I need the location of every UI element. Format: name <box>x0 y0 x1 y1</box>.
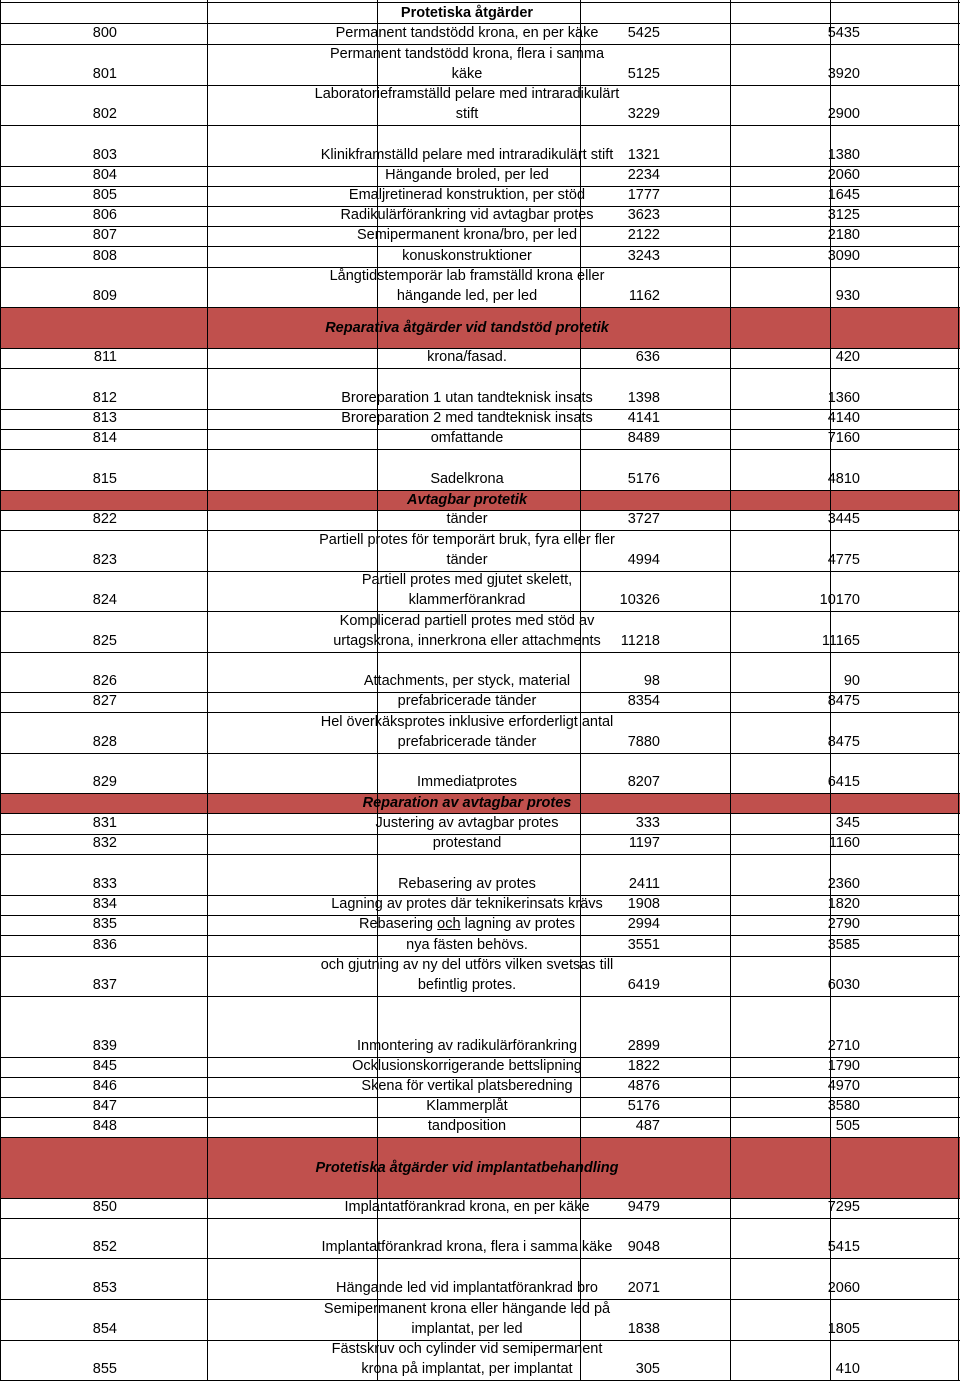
description-line: Permanent tandstödd krona, en per käke <box>335 25 599 41</box>
row-price-2: 4810 <box>827 471 860 487</box>
row-code: 822 <box>92 511 117 527</box>
section-header: Reparation av avtagbar protes <box>362 795 572 811</box>
description-line: krona på implantat, per implantat <box>361 1361 573 1377</box>
row-price-2: 1380 <box>827 147 860 163</box>
row-price-2: 3585 <box>827 937 860 953</box>
row-price-2: 7295 <box>827 1199 860 1215</box>
description-fragment: Rebasering <box>358 916 438 932</box>
description-line: Fästskruv och cylinder vid semipermanent <box>331 1341 603 1357</box>
row-price-1: 11218 <box>620 633 660 649</box>
row-price-1: 98 <box>643 673 660 689</box>
row-code: 811 <box>93 349 117 365</box>
row-code: 835 <box>92 916 117 932</box>
description-line: omfattande <box>430 430 504 446</box>
row-price-2: 3445 <box>827 511 860 527</box>
description-line: tänder <box>446 552 488 568</box>
row-price-2: 1790 <box>827 1058 860 1074</box>
row-price-2: 6415 <box>827 774 860 790</box>
row-price-2: 930 <box>835 288 860 304</box>
row-code: 815 <box>92 471 117 487</box>
row-price-2: 1360 <box>827 390 860 406</box>
row-price-1: 2899 <box>627 1038 660 1054</box>
row-code: 813 <box>92 410 117 426</box>
underlined-word: och <box>437 916 461 932</box>
row-price-2: 410 <box>835 1361 860 1377</box>
row-price-1: 9479 <box>627 1199 660 1215</box>
row-price-1: 2071 <box>627 1280 660 1296</box>
row-price-1: 1822 <box>627 1058 660 1074</box>
row-price-2: 8475 <box>827 693 860 709</box>
description-line: Inmontering av radikulärförankring <box>356 1038 578 1054</box>
row-price-2: 1160 <box>828 835 860 851</box>
grid-vline <box>730 0 731 1381</box>
row-price-2: 2900 <box>827 106 860 122</box>
row-code: 854 <box>92 1321 117 1337</box>
row-code: 834 <box>92 896 117 912</box>
row-price-2: 7160 <box>827 430 860 446</box>
description-line: Skena för vertikal platsberedning <box>361 1078 573 1094</box>
row-price-1: 5425 <box>627 25 660 41</box>
row-code: 853 <box>92 1280 117 1296</box>
table-title: Protetiska åtgärder <box>400 5 534 21</box>
description-line: Implantatförankrad krona, en per käke <box>344 1199 590 1215</box>
description-line: Broreparation 2 med tandteknisk insats <box>341 410 593 426</box>
row-code: 807 <box>92 227 117 243</box>
row-price-2: 6030 <box>827 977 860 993</box>
row-price-2: 8475 <box>827 734 860 750</box>
row-price-2: 2180 <box>827 227 860 243</box>
row-price-1: 2411 <box>628 876 660 892</box>
description-line: stift <box>455 106 479 122</box>
description-line: urtagskrona, innerkrona eller attachments <box>333 633 601 649</box>
row-price-1: 4141 <box>627 410 660 426</box>
row-price-1: 1398 <box>627 390 660 406</box>
row-price-1: 1838 <box>627 1321 660 1337</box>
row-code: 814 <box>92 430 117 446</box>
row-code: 824 <box>92 592 117 608</box>
row-price-1: 1908 <box>627 896 660 912</box>
description-line: Laboratorieframställd pelare med intraradikulärt <box>314 86 620 102</box>
row-code: 829 <box>92 774 117 790</box>
row-code: 839 <box>92 1038 117 1054</box>
description-line: käke <box>451 66 483 82</box>
row-code: 852 <box>92 1239 117 1255</box>
description-line: Permanent tandstödd krona, flera i samma <box>329 46 605 62</box>
description-line: klammerförankrad <box>408 592 526 608</box>
description-line: nya fästen behövs. <box>406 937 528 953</box>
row-price-1: 1777 <box>627 187 660 203</box>
row-price-2: 345 <box>835 815 860 831</box>
description-line: Implantatförankrad krona, flera i samma käke <box>321 1239 613 1255</box>
row-price-2: 2060 <box>827 167 860 183</box>
row-price-1: 2122 <box>627 227 660 243</box>
row-price-2: 10170 <box>819 592 860 608</box>
grid-hline <box>0 2 960 3</box>
row-code: 848 <box>92 1118 117 1134</box>
section-header: Reparativa åtgärder vid tandstöd protetik <box>325 320 609 336</box>
row-code: 831 <box>92 815 117 831</box>
row-price-1: 3727 <box>627 511 660 527</box>
description-line: Attachments, per styck, material <box>363 673 571 689</box>
description-line: Komplicerad partiell protes med stöd av <box>339 613 595 629</box>
description-line: Sadelkrona <box>430 471 504 487</box>
row-code: 832 <box>92 835 117 851</box>
row-price-1: 3623 <box>627 207 660 223</box>
row-price-2: 90 <box>843 673 860 689</box>
row-price-2: 1805 <box>827 1321 860 1337</box>
row-price-1: 6419 <box>627 977 660 993</box>
description-line: konuskonstruktioner <box>402 248 532 264</box>
description-line: Hel överkäksprotes inklusive erforderligt antal <box>320 714 614 730</box>
row-price-2: 4140 <box>827 410 860 426</box>
row-price-1: 636 <box>635 349 660 365</box>
row-code: 828 <box>92 734 117 750</box>
description-line: Semipermanent krona/bro, per led <box>356 227 578 243</box>
row-price-2: 1820 <box>827 896 860 912</box>
description-line: Hängande broled, per led <box>385 167 549 183</box>
grid-hline <box>0 307 960 308</box>
row-price-1: 8354 <box>627 693 660 709</box>
description-line <box>359 915 575 934</box>
row-code: 804 <box>92 167 117 183</box>
description-line: Partiell protes med gjutet skelett, <box>361 572 573 588</box>
row-code: 827 <box>92 693 117 709</box>
section-header: Protetiska åtgärder vid implantatbehandling <box>315 1160 619 1176</box>
description-line: och gjutning av ny del utförs vilken svetsas till <box>320 957 614 973</box>
row-code: 847 <box>92 1098 117 1114</box>
row-code: 826 <box>92 673 117 689</box>
description-line: Semipermanent krona eller hängande led på <box>323 1301 611 1317</box>
row-code: 855 <box>92 1361 117 1377</box>
row-price-1: 3243 <box>627 248 660 264</box>
row-price-1: 4994 <box>627 552 660 568</box>
row-price-2: 4775 <box>827 552 860 568</box>
row-code: 837 <box>92 977 117 993</box>
row-price-2: 3580 <box>827 1098 860 1114</box>
description-line: hängande led, per led <box>396 288 538 304</box>
row-price-2: 1645 <box>827 187 860 203</box>
row-price-1: 333 <box>635 815 660 831</box>
row-code: 850 <box>92 1199 117 1215</box>
row-price-2: 11165 <box>821 633 860 649</box>
row-price-1: 7880 <box>627 734 660 750</box>
description-line: befintlig protes. <box>417 977 517 993</box>
row-price-2: 4970 <box>827 1078 860 1094</box>
row-price-1: 10326 <box>619 592 660 608</box>
row-code: 812 <box>92 390 117 406</box>
section-header: Avtagbar protetik <box>406 492 528 508</box>
row-price-1: 2234 <box>627 167 660 183</box>
row-price-2: 3125 <box>827 207 860 223</box>
row-code: 845 <box>92 1058 117 1074</box>
row-code: 805 <box>92 187 117 203</box>
description-line: Justering av avtagbar protes <box>375 815 559 831</box>
row-price-2: 505 <box>835 1118 860 1134</box>
description-line: prefabricerade tänder <box>397 734 537 750</box>
row-code: 800 <box>92 25 117 41</box>
description-line: Rebasering av protes <box>398 876 536 892</box>
description-line: Ocklusionskorrigerande bettslipning <box>352 1058 582 1074</box>
description-line: implantat, per led <box>411 1321 523 1337</box>
row-price-2: 3090 <box>827 248 860 264</box>
description-line: prefabricerade tänder <box>397 693 537 709</box>
row-code: 846 <box>92 1078 117 1094</box>
description-line: Klinikframställd pelare med intraradikulärt stift <box>320 147 614 163</box>
description-fragment: lagning av protes <box>460 916 576 932</box>
row-code: 803 <box>92 147 117 163</box>
row-price-2: 2060 <box>827 1280 860 1296</box>
row-price-2: 420 <box>835 349 860 365</box>
row-price-1: 2994 <box>627 916 660 932</box>
description-line: tandposition <box>427 1118 507 1134</box>
description-line: krona/fasad. <box>427 349 507 365</box>
row-price-2: 2360 <box>827 876 860 892</box>
row-price-1: 487 <box>635 1118 660 1134</box>
description-line: Radikulärförankring vid avtagbar protes <box>340 207 594 223</box>
row-code: 809 <box>92 288 117 304</box>
row-price-1: 1162 <box>628 288 660 304</box>
row-price-1: 5125 <box>627 66 660 82</box>
description-line: Hängande led vid implantatförankrad bro <box>336 1280 598 1296</box>
row-price-1: 8207 <box>627 774 660 790</box>
row-price-1: 305 <box>635 1361 660 1377</box>
row-price-1: 1321 <box>627 147 660 163</box>
row-price-1: 8489 <box>627 430 660 446</box>
row-code: 806 <box>92 207 117 223</box>
row-price-2: 5435 <box>827 25 860 41</box>
row-code: 801 <box>92 66 117 82</box>
row-code: 825 <box>92 633 117 649</box>
row-price-1: 1197 <box>628 835 660 851</box>
grid-hline <box>0 1137 960 1138</box>
row-price-1: 4876 <box>627 1078 660 1094</box>
description-line: Broreparation 1 utan tandteknisk insats <box>341 390 593 406</box>
row-price-1: 5176 <box>627 1098 660 1114</box>
row-code: 836 <box>92 937 117 953</box>
row-price-2: 5415 <box>827 1239 860 1255</box>
row-price-1: 9048 <box>627 1239 660 1255</box>
description-line: Klammerplåt <box>426 1098 508 1114</box>
description-line: tänder <box>446 511 488 527</box>
row-price-1: 5176 <box>627 471 660 487</box>
description-line: protestand <box>432 835 502 851</box>
row-price-2: 2790 <box>827 916 860 932</box>
description-line: Emaljretinerad konstruktion, per stöd <box>348 187 586 203</box>
description-line: Lagning av protes där teknikerinsats krävs <box>331 896 603 912</box>
grid-vline <box>958 0 959 1381</box>
row-price-2: 2710 <box>827 1038 860 1054</box>
row-price-2: 3920 <box>827 66 860 82</box>
row-code: 833 <box>92 876 117 892</box>
description-line: Långtidstemporär lab framställd krona eller <box>329 268 605 284</box>
description-line: Partiell protes för temporärt bruk, fyra eller fler <box>319 532 615 548</box>
row-code: 823 <box>92 552 117 568</box>
description-line: Immediatprotes <box>417 774 517 790</box>
row-price-1: 3229 <box>627 106 660 122</box>
row-code: 808 <box>92 248 117 264</box>
row-code: 802 <box>92 106 117 122</box>
row-price-1: 3551 <box>627 937 660 953</box>
